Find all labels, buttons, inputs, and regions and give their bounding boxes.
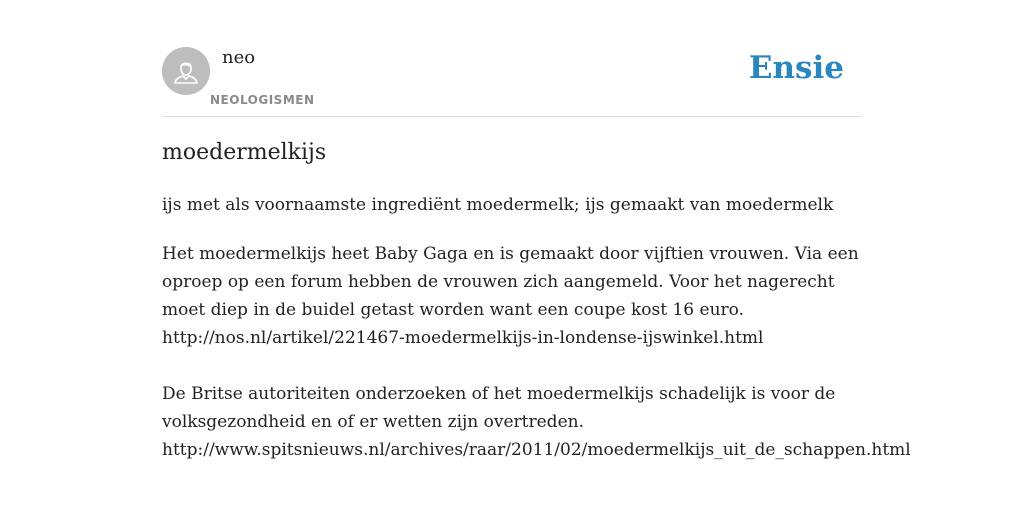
paragraph-spacer	[162, 352, 922, 380]
example-line: Het moedermelkijs heet Baby Gaga en is gemaakt door vijftien vrouwen. Via een	[162, 244, 859, 264]
user-avatar[interactable]	[162, 47, 210, 95]
example-line: De Britse autoriteiten onderzoeken of het moedermelkijs schadelijk is voor de	[162, 384, 836, 404]
example-line: moet diep in de buidel getast worden want een coupe kost 16 euro.	[162, 300, 744, 320]
username-link[interactable]: neo	[222, 47, 256, 68]
user-avatar-icon	[162, 47, 210, 95]
page-header	[162, 46, 862, 117]
entry-title: moedermelkijs	[162, 140, 327, 165]
source-link-spitsnieuws[interactable]: http://www.spitsnieuws.nl/archives/raar/2011/02/moedermelkijs_uit_de_schappen.html	[162, 440, 911, 460]
entry-definition: ijs met als voornaamste ingrediënt moedermelk; ijs gemaakt van moedermelk	[162, 195, 834, 215]
example-line: oproep op een forum hebben de vrouwen zich aangemeld. Voor het nagerecht	[162, 272, 835, 292]
category-link[interactable]: NEOLOGISMEN	[210, 93, 315, 107]
entry-example	[162, 240, 922, 464]
site-logo[interactable]: Ensie	[748, 50, 844, 86]
example-line: volksgezondheid en of er wetten zijn overtreden.	[162, 412, 584, 432]
source-link-nos[interactable]: http://nos.nl/artikel/221467-moedermelkijs-in-londense-ijswinkel.html	[162, 328, 764, 348]
